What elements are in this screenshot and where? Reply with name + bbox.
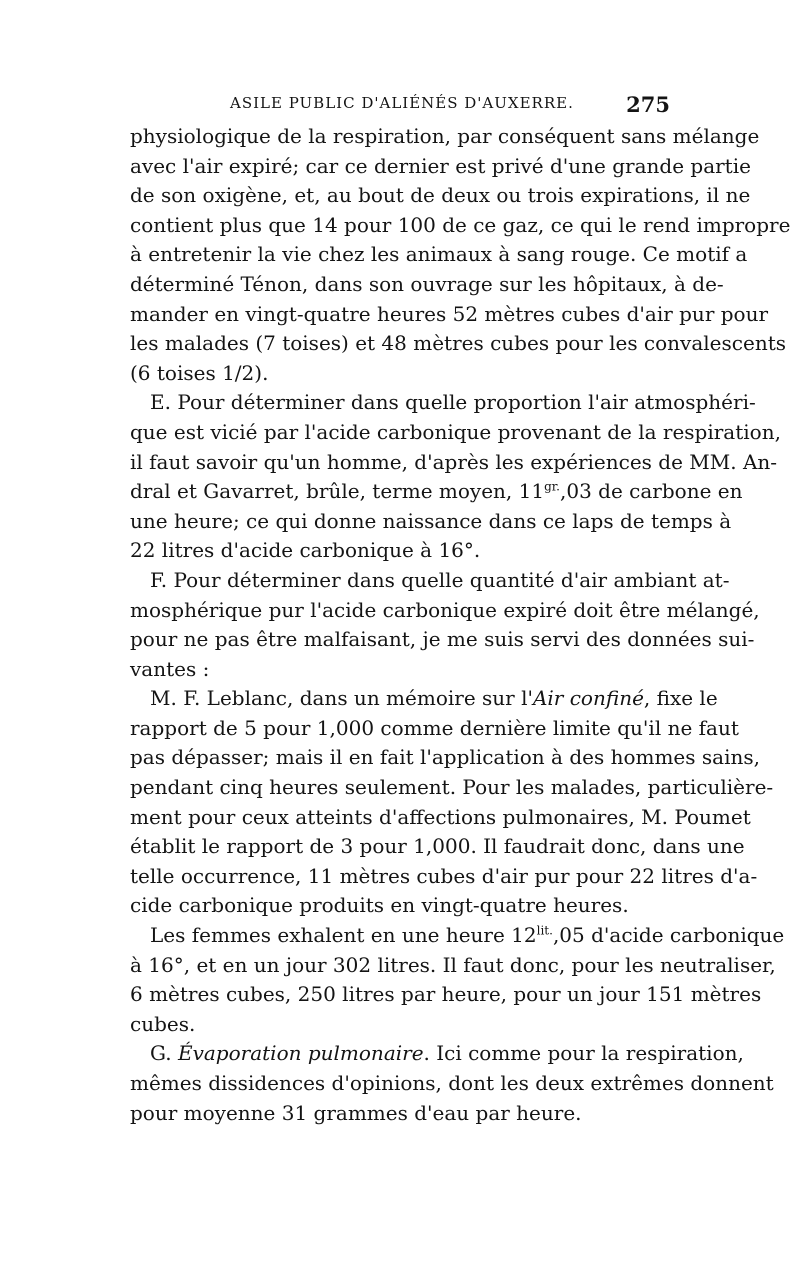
- text-line: à entretenir la vie chez les animaux à sang rouge. Ce motif a: [130, 242, 748, 267]
- text-line: pendant cinq heures seulement. Pour les malades, particulière-: [130, 775, 774, 800]
- page-header: [130, 92, 670, 122]
- body-text: [130, 122, 791, 1128]
- text-line: mêmes dissidences d'opinions, dont les deux extrêmes donnent: [130, 1071, 774, 1095]
- text-line: à 16°, et en un jour 302 litres. Il faut donc, pour les neutraliser,: [130, 952, 776, 977]
- text-line: F. Pour déterminer dans quelle quantité d'air ambiant at-: [150, 567, 730, 592]
- text-line: mosphérique pur l'acide carbonique expiré doit être mélangé,: [130, 597, 760, 622]
- paragraph-respiration: [130, 122, 791, 388]
- text-line: pour ne pas être malfaisant, je me suis servi des données sui-: [130, 627, 755, 652]
- text-line: les malades (7 toises) et 48 mètres cubes pour les convalescents: [130, 331, 786, 356]
- paragraph-leblanc: [130, 684, 774, 921]
- text-line: G. Évaporation pulmonaire. Ici comme pour la respiration,: [150, 1041, 744, 1066]
- text-line: cide carbonique produits en vingt-quatre heures.: [130, 893, 629, 918]
- running-head: ASILE PUBLIC D'ALIÉNÉS D'AUXERRE.: [230, 94, 574, 112]
- text-line: telle occurrence, 11 mètres cubes d'air pur pour 22 litres d'a-: [130, 863, 758, 888]
- text-line: pas dépasser; mais il en fait l'application à des hommes sains,: [130, 745, 760, 770]
- paragraph-femmes: [130, 921, 785, 1039]
- paragraph-g: [130, 1039, 774, 1128]
- paragraph-f: [130, 566, 760, 684]
- text-line: 22 litres d'acide carbonique à 16°.: [130, 538, 481, 563]
- text-line: que est vicié par l'acide carbonique provenant de la respiration,: [130, 419, 781, 444]
- text-line: rapport de 5 pour 1,000 comme dernière limite qu'il ne faut: [130, 715, 739, 740]
- text-line: il faut savoir qu'un homme, d'après les expériences de MM. An-: [130, 449, 778, 474]
- text-line: M. F. Leblanc, dans un mémoire sur l'Air confiné, fixe le: [150, 686, 718, 711]
- text-line: mander en vingt-quatre heures 52 mètres cubes d'air pur pour: [130, 301, 769, 326]
- text-line: 6 mètres cubes, 250 litres par heure, pour un jour 151 mètres: [130, 982, 762, 1007]
- text-line: vantes :: [130, 656, 210, 681]
- text-line: de son oxigène, et, au bout de deux ou trois expirations, il ne: [130, 183, 751, 208]
- text-line: pour moyenne 31 grammes d'eau par heure.: [130, 1100, 582, 1125]
- text-line: contient plus que 14 pour 100 de ce gaz, ce qui le rend impropre: [130, 212, 791, 237]
- text-line: E. Pour déterminer dans quelle proportion l'air atmosphéri-: [150, 390, 756, 415]
- text-line: établit le rapport de 3 pour 1,000. Il faudrait donc, dans une: [130, 834, 745, 859]
- text-line: cubes.: [130, 1011, 196, 1036]
- text-line: physiologique de la respiration, par conséquent sans mélange: [130, 124, 760, 148]
- text-line: avec l'air expiré; car ce dernier est privé d'une grande partie: [130, 153, 751, 178]
- text-line: ment pour ceux atteints d'affections pulmonaires, M. Poumet: [130, 804, 751, 829]
- text-line: dral et Gavarret, brûle, terme moyen, $11^{gr.},03$ de carbone en: [130, 479, 743, 504]
- page-number: 275: [626, 92, 670, 117]
- text-line: déterminé Ténon, dans son ouvrage sur les hôpitaux, à de-: [130, 271, 724, 296]
- text-line: Les femmes exhalent en une heure $12^{lit.},05$ d'acide carbonique: [150, 923, 785, 948]
- text-line: une heure; ce qui donne naissance dans ce laps de temps à: [130, 508, 732, 533]
- paragraph-e: [130, 388, 781, 566]
- text-line: (6 toises 1/2).: [130, 360, 269, 385]
